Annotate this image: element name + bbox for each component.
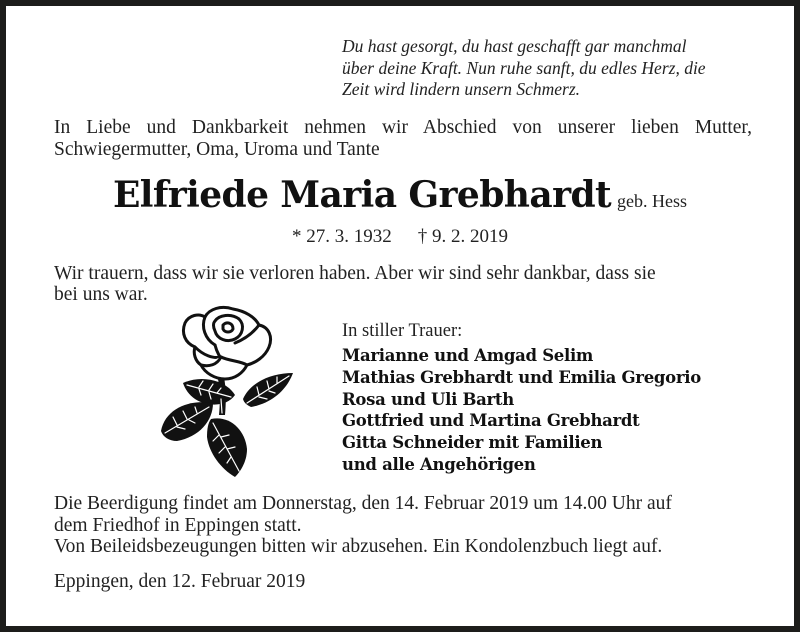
- intro-line: Schwiegermutter, Oma, Uroma und Tante: [54, 138, 380, 160]
- grief-line: Wir trauern, dass wir sie verloren haben. Aber wir sind sehr dankbar, dass sie: [54, 263, 656, 284]
- funeral-line: Von Beileidsbezeugungen bitten wir abzusehen. Ein Kondolenzbuch liegt auf.: [54, 536, 663, 557]
- rose-icon: [155, 303, 295, 478]
- mourner-name: Marianne und Amgad Selim: [342, 346, 594, 365]
- funeral-info: [54, 493, 754, 558]
- mourners-list: [342, 345, 762, 476]
- mourner-name: und alle Angehörigen: [342, 454, 536, 474]
- grief-text: [54, 263, 752, 305]
- mourner-name: Gottfried und Martina Grebhardt: [342, 411, 640, 431]
- funeral-line: dem Friedhof in Eppingen statt.: [54, 514, 302, 536]
- mourner-name: Mathias Grebhardt und Emilia Gregorio: [342, 367, 701, 387]
- intro-text: [54, 117, 752, 160]
- deceased-name: Elfriede Maria Grebhardt: [112, 174, 612, 216]
- maiden-name: geb. Hess: [617, 191, 688, 211]
- mourner-name: Gitta Schneider mit Familien: [342, 433, 603, 453]
- grief-line: bei uns war.: [54, 284, 148, 305]
- place-and-date: Eppingen, den 12. Februar 2019: [54, 571, 306, 592]
- poem-verse: [342, 36, 762, 101]
- birth-date: * 27. 3. 1932: [292, 226, 392, 247]
- poem-line: Zeit wird lindern unsern Schmerz.: [342, 79, 581, 99]
- mourner-name: Rosa und Uli Barth: [342, 389, 514, 409]
- death-date: † 9. 2. 2019: [417, 226, 508, 247]
- poem-line: Du hast gesorgt, du hast geschafft gar manchmal: [342, 36, 687, 56]
- intro-line: In Liebe und Dankbarkeit nehmen wir Abschied von unserer lieben Mutter,: [54, 117, 752, 138]
- mourners-block: [342, 320, 762, 476]
- poem-line: über deine Kraft. Nun ruhe sanft, du edles Herz, die: [342, 57, 706, 78]
- deceased-name-line: [6, 174, 794, 216]
- mourners-label: In stiller Trauer:: [342, 321, 463, 341]
- funeral-line: Die Beerdigung findet am Donnerstag, den 14. Februar 2019 um 14.00 Uhr auf: [54, 493, 672, 514]
- life-dates: [6, 226, 794, 248]
